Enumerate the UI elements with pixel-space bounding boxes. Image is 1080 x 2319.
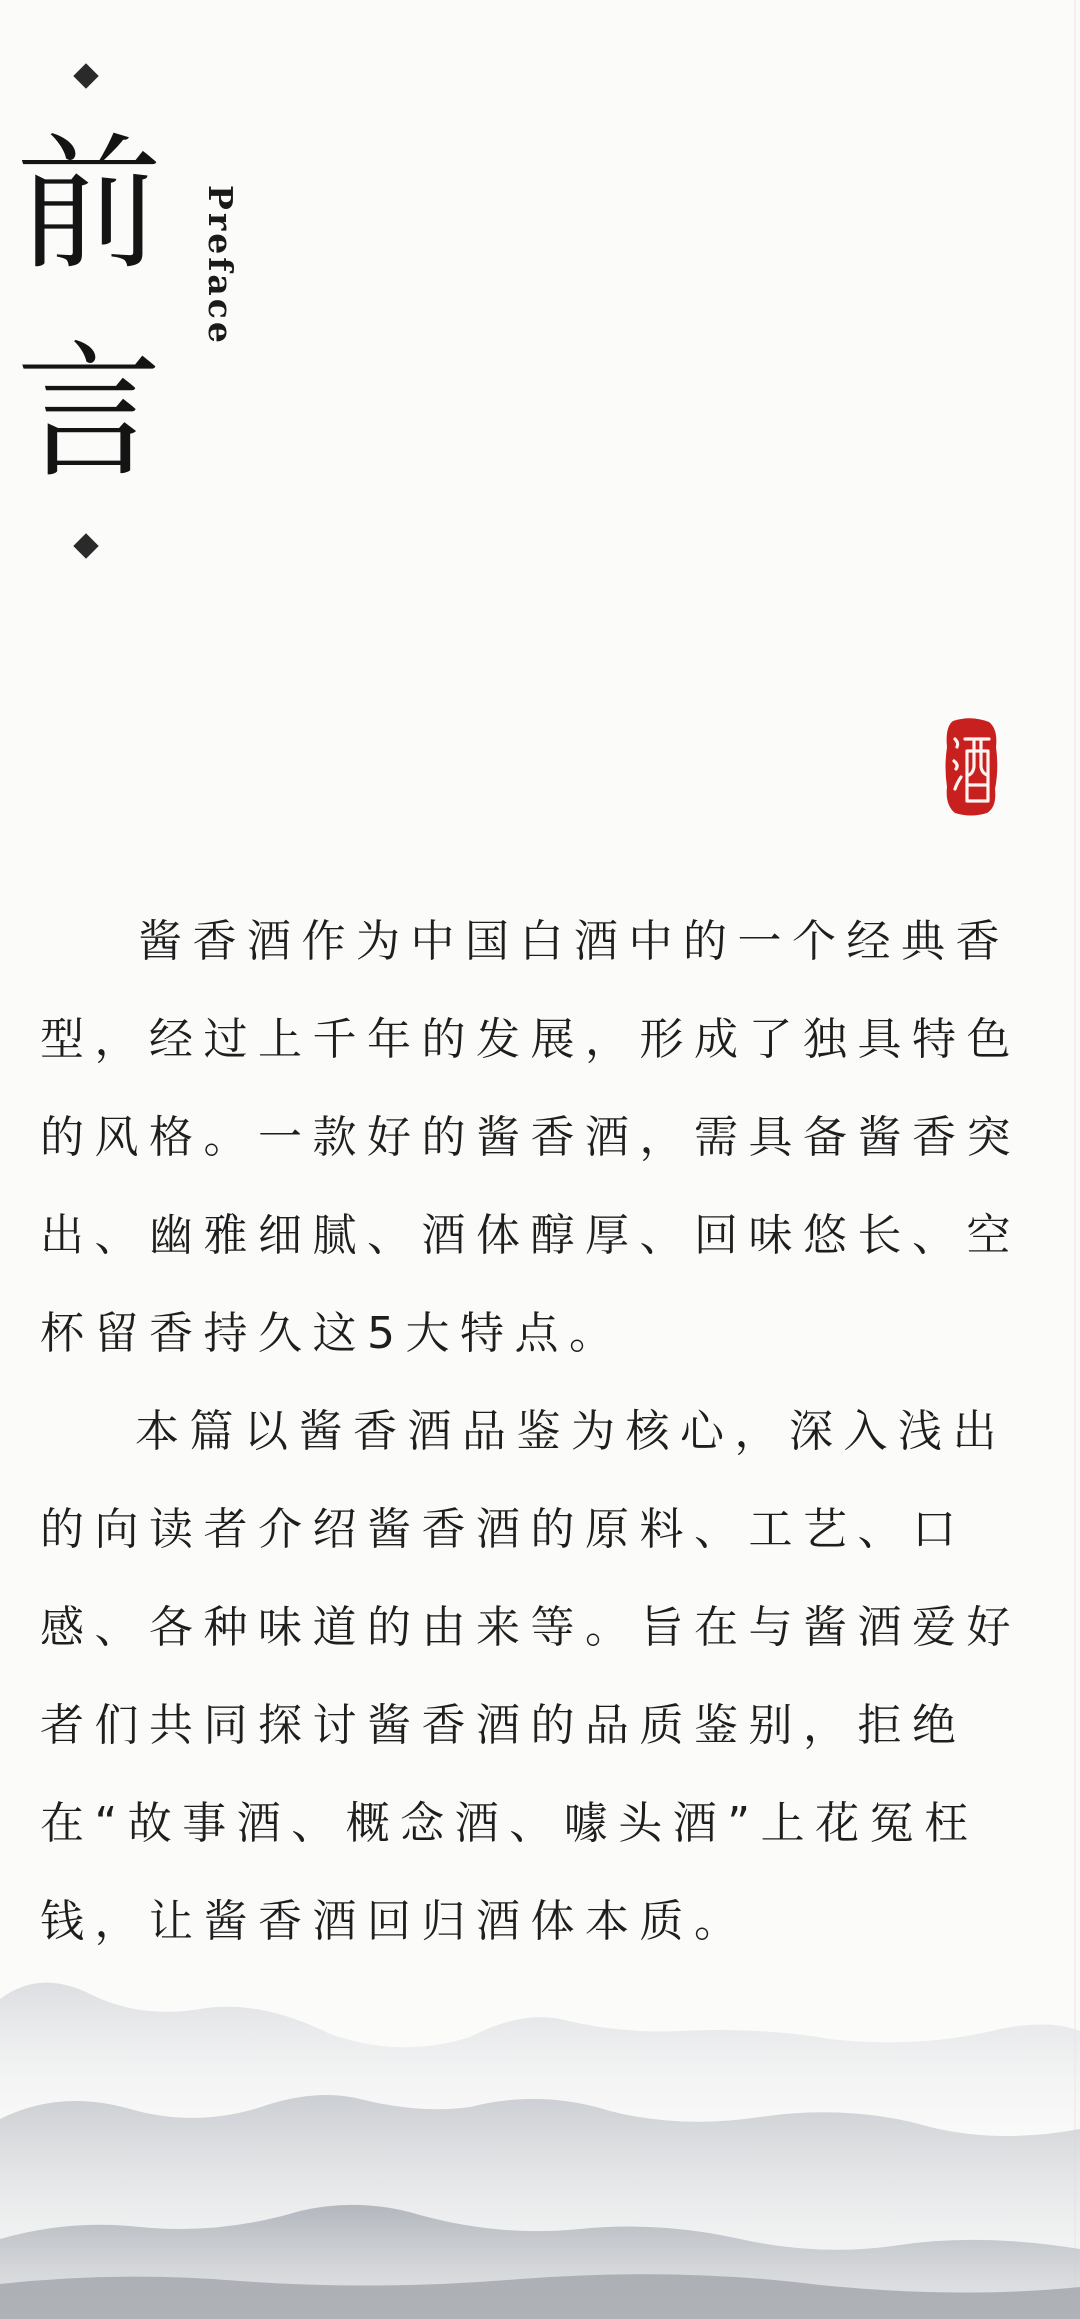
paragraph-2: 本篇以酱香酒品鉴为核心，深入浅出的向读者介绍酱香酒的原料、工艺、口感、各种味道的由来等。旨在与酱酒爱好者们共同探讨酱香酒的品质鉴别，拒绝在“故事酒、概念酒、噱头酒”上花冤枉钱，让酱香酒回归酒体本质。: [40, 1406, 1021, 1947]
ink-mountains-decoration: [0, 1939, 1080, 2319]
preface-body: [40, 893, 1055, 1971]
title-char-qian: 前: [16, 120, 162, 290]
preface-english-label: Preface: [201, 185, 240, 346]
diamond-ornament-top-icon: [73, 63, 98, 88]
paragraph-1: 酱香酒作为中国白酒中的一个经典香型，经过上千年的发展，形成了独具特色的风格。一款好的酱香酒，需具备酱香突出、幽雅细腻、酒体醇厚、回味悠长、空杯留香持久这5大特点。: [40, 916, 1021, 1359]
title-char-yan: 言: [16, 328, 162, 498]
red-seal-stamp-icon: [943, 717, 999, 817]
diamond-ornament-bottom-icon: [73, 533, 98, 558]
